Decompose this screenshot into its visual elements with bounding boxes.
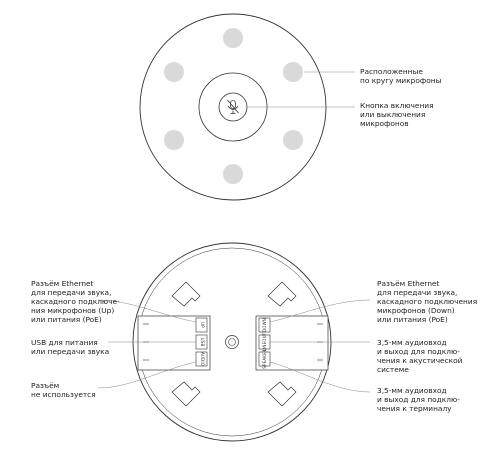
microphone-dot: [164, 62, 184, 82]
port-label-speaker: SPEAKER: [262, 349, 267, 369]
label-mute-button: Кнопка включения или выключения микрофонов: [360, 101, 434, 128]
microphone-dot: [283, 62, 303, 82]
port-label-lineout: LINEOUT: [262, 332, 267, 352]
label-ethernet-down: Разъём Ethernet для передачи звука, каскадного подключения микрофонов (Down) или питания (PoE): [377, 279, 478, 324]
label-not-used: Разъём не используется: [31, 381, 96, 399]
label-audio-speaker: 3,5-мм аудиовход и выход для подклю- чения к акустической системе: [377, 338, 463, 374]
microphone-dot: [223, 28, 243, 48]
port-label-audio: AUDIO: [200, 351, 205, 367]
microphone-dot: [164, 130, 184, 150]
port-label-usb: USB: [200, 337, 205, 347]
port-label-down: DOWN: [262, 318, 267, 332]
port-label-up: UP: [200, 322, 205, 328]
microphone-dot: [283, 130, 303, 150]
top-view: [140, 14, 355, 200]
bottom-view: [98, 243, 370, 441]
label-ethernet-up: Разъём Ethernet для передачи звука, каскадного подключе- ния микрофонов (Up) или питания (PoE): [31, 279, 120, 324]
label-usb: USB для питания или передачи звука: [31, 338, 110, 356]
label-microphones: Расположенные по кругу микрофоны: [360, 67, 442, 85]
label-audio-terminal: 3,5-мм аудиовход и выход для подклю- чения к терминалу: [377, 386, 460, 413]
microphone-dot: [223, 164, 243, 184]
